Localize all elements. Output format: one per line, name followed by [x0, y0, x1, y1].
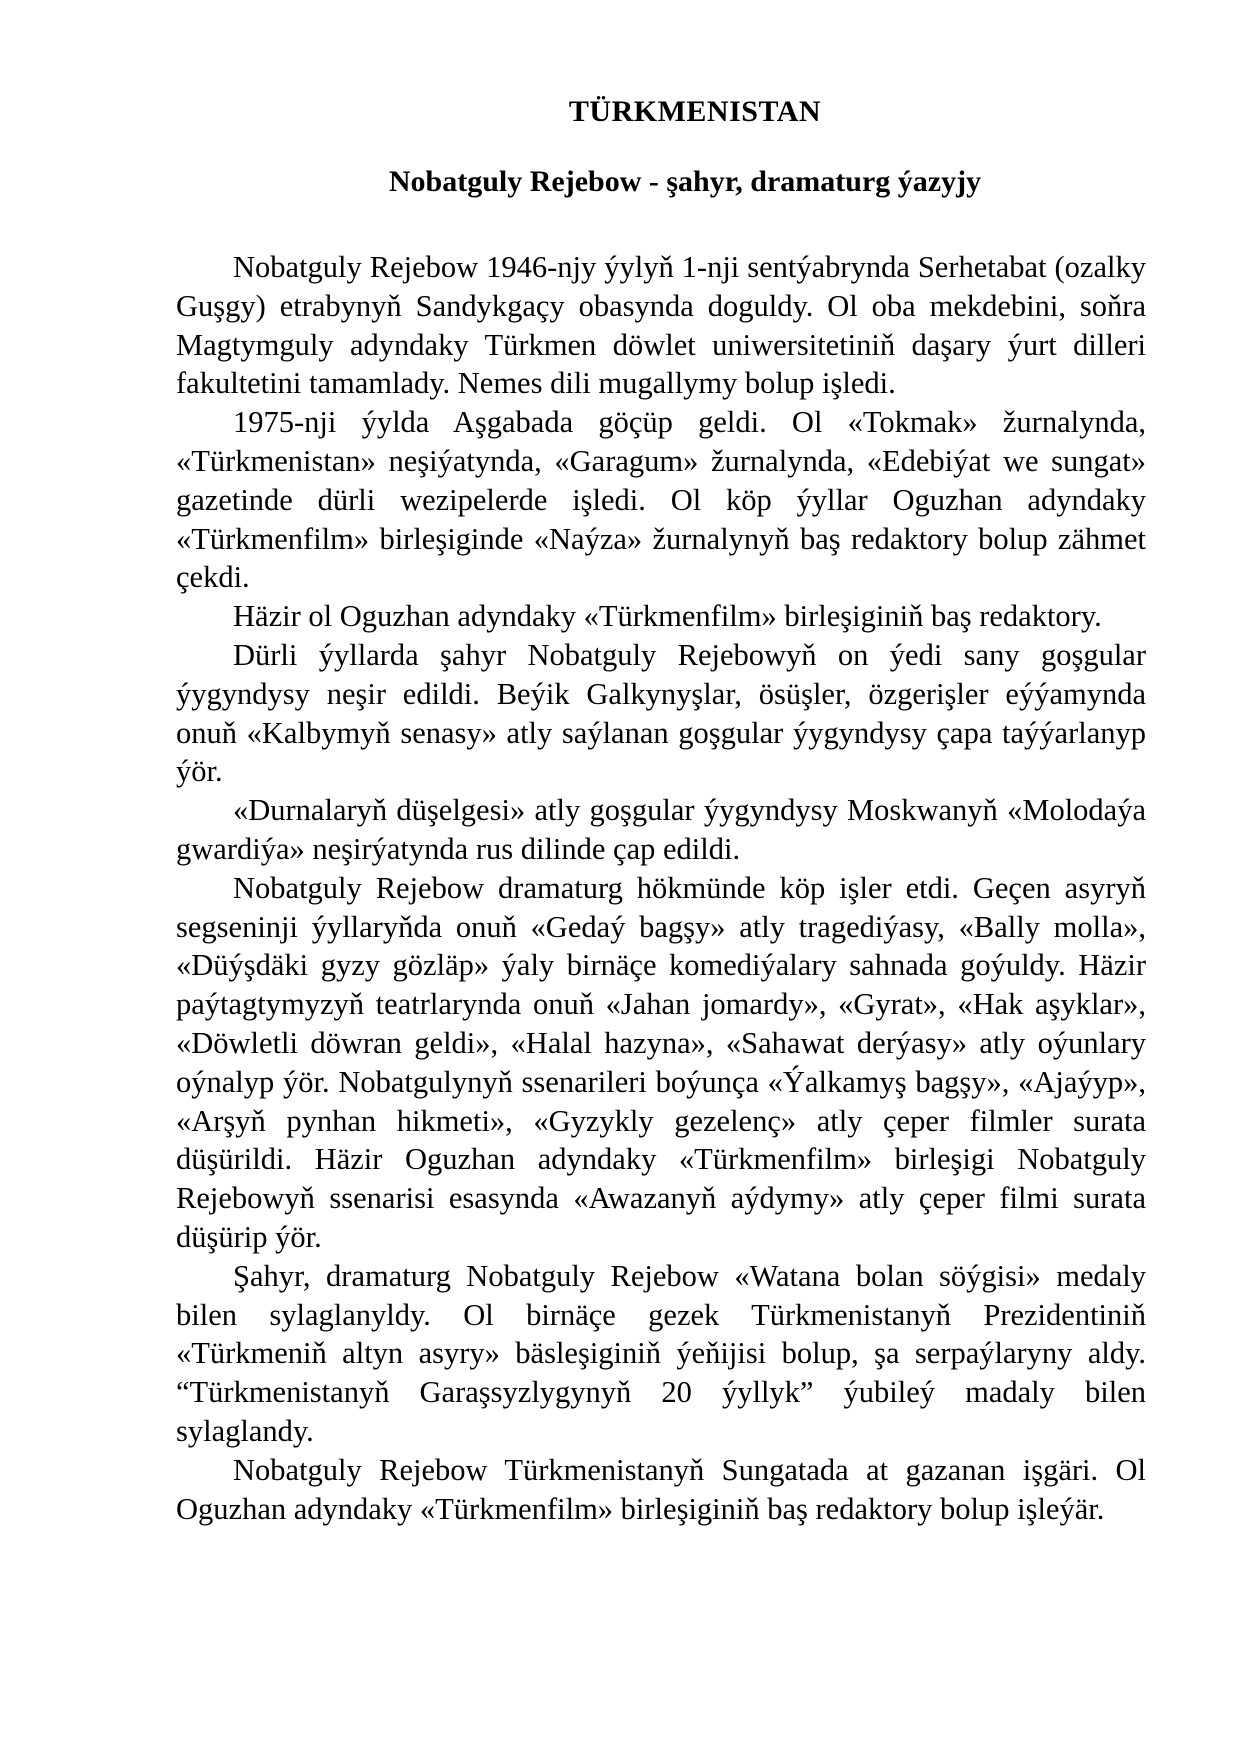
document-subheading: Nobatguly Rejebow - şahyr, dramaturg ýazyjy: [388, 165, 982, 198]
paragraph-2: 1975-nji ýylda Aşgabada göçüp geldi. Ol «Tokmak» žurnalynda, «Türkmenistan» neşiýatynda, «Garagum» žurnalynda, «Edebiýat we sungat» gazetinde dürli wezipelerde işledi. Ol köp ýyllar Oguzhan adyndaky «Türkmenfilm» birleşiginde «Naýza» žurnalynyň baş redaktory bolup zähmet çekdi.: [176, 405, 1146, 595]
paragraph-1: Nobatguly Rejebow 1946-njy ýylyň 1-nji sentýabrynda Serhetabat (ozalky Guşgy) etrabynyň Sandykgaçy obasynda doguldy. Ol oba mekdebini, soňra Magtymguly adyndaky Türkmen döwlet uniwersitetiniň daşary ýurt dilleri fakultetini tamamlady. Nemes dili mugallymy bolup işledi.: [176, 250, 1146, 401]
paragraph-3: Häzir ol Oguzhan adyndaky «Türkmenfilm» birleşiginiň baş redaktory.: [233, 599, 1102, 634]
paragraph-5: «Durnalaryň düşelgesi» atly goşgular ýygyndysy Moskwanyň «Molodaýa gwardiýa» neşirýatynda rus dilinde çap edildi.: [176, 793, 1146, 866]
paragraph-8: Nobatguly Rejebow Türkmenistanyň Sungatada at gazanan işgäri. Ol Oguzhan adyndaky «Türkmenfilm» birleşiginiň baş redaktory bolup işleýär.: [176, 1452, 1146, 1526]
document-body: [176, 248, 1146, 1528]
paragraph-6: Nobatguly Rejebow dramaturg hökmünde köp işler etdi. Geçen asyryň segseninji ýyllaryňda onuň «Gedaý bagşy» atly tragediýasy, «Bally molla», «Düýşdäki gyzy gözläp» ýaly birnäçe komediýalary sahnada goýuldy. Häzir paýtagtymyzyň teatrlarynda onuň «Jahan jomardy», «Gyrat», «Hak aşyklar», «Döwletli döwran geldi», «Halal hazyna», «Sahawat derýasy» atly oýunlary oýnalyp ýör. Nobatgulynyň ssenarileri boýunça «Ýalkamyş bagşy», «Ajaýyp», «Arşyň pynhan hikmeti», «Gyzykly gezelenç» atly çeper filmler surata düşürildi. Häzir Oguzhan adyndaky «Türkmenfilm» birleşigi Nobatguly Rejebowyň ssenarisi esasynda «Awazanyň aýdymy» atly çeper filmi surata düşürip ýör.: [176, 870, 1146, 1254]
paragraph-7: Şahyr, dramaturg Nobatguly Rejebow «Watana bolan söýgisi» medaly bilen sylaglanyldy. Ol birnäçe gezek Türkmenistanyň Prezidentiniň «Türkmeniň altyn asyry» bäsleşiginiň ýeňijisi bolup, şa serpaýlaryny aldy. “Türkmenistanyň Garaşsyzlygynyň 20 ýyllyk” ýubileý madaly bilen sylaglandy.: [176, 1258, 1146, 1448]
document-heading: TÜRKMENISTAN: [568, 95, 822, 128]
paragraph-4: Dürli ýyllarda şahyr Nobatguly Rejebowyň on ýedi sany goşgular ýygyndysy neşir edildi. Beýik Galkynyşlar, ösüşler, özgerişler eýýamynda onuň «Kalbymyň senasy» atly saýlanan goşgular ýygyndysy çapa taýýarlanyp ýör.: [176, 637, 1146, 789]
